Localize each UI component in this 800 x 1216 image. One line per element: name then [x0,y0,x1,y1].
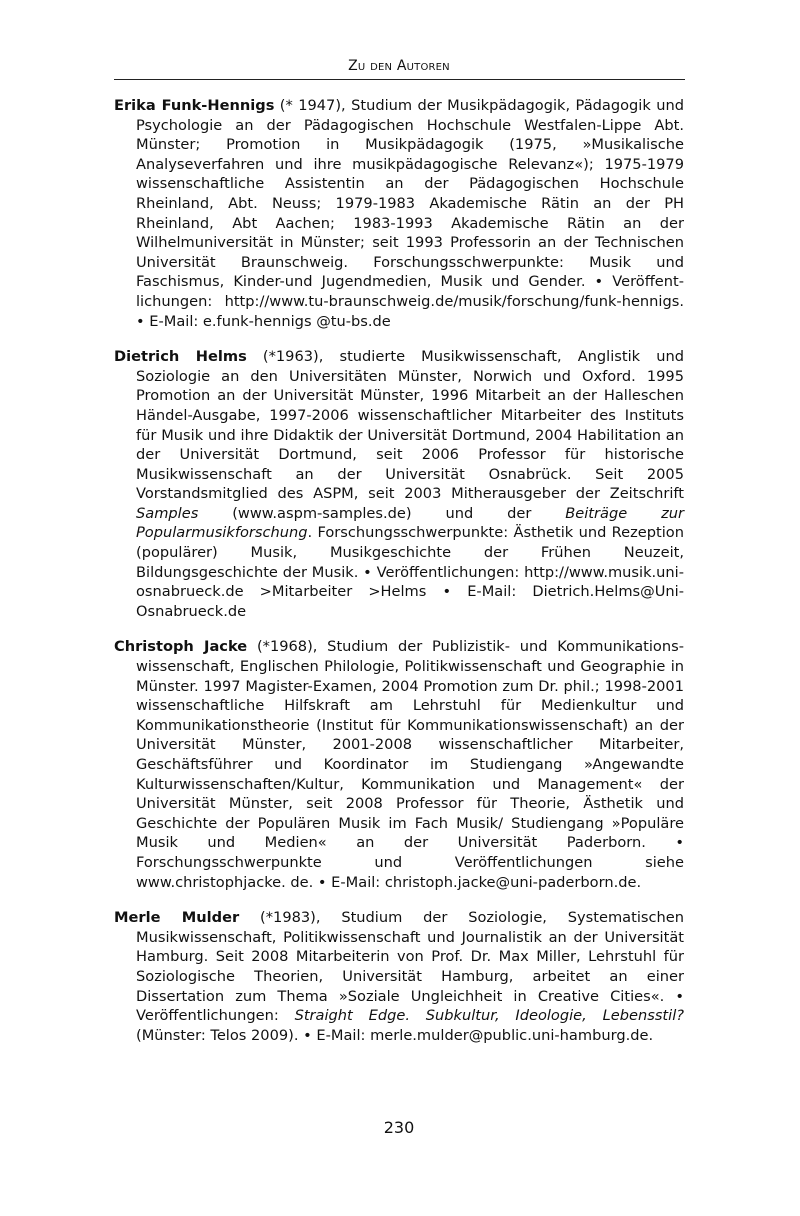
author-entry-funk-hennigs [114,96,684,331]
page-number: 230 [383,1118,415,1137]
author-bio: (*1983), Studium der Soziologie, Systematischen Musikwissenschaft, Politikwissenschaft und Journalistik an der Universität Hamburg. Seit 2008 Mitarbeiterin von Prof. Dr. Max Miller, Lehrstuhl für Soziologische Theorien, Universität Hamburg, arbeitet an einer Dissertation zum Thema »Soziale Ungleichheit in Creative Cities«. • Veröffentlichungen: [136,909,684,1025]
author-entry-jacke [114,637,684,892]
journal-title: Samples [136,504,199,522]
author-name: Erika Funk-Hennigs [114,97,275,114]
author-name: Merle Mulder [114,909,240,927]
author-bio: (Münster: Telos 2009). • E-Mail: merle.mulder@public.uni-hamburg.de. [136,1026,654,1044]
author-bio: (www.aspm-samples.de) und der [198,504,566,522]
running-head: Zu den Autoren [348,58,450,74]
journal-title: Beiträge zur Popularmusikforschung [136,504,684,542]
header-rule [114,79,685,80]
author-bio: (*1963), studierte Musikwissenschaft, Anglistik und Soziologie an den Universitäten Münster, Norwich und Oxford. 1995 Promotion an der Universität Münster, 1996 Mitarbeit an der Halleschen Händel-Ausgabe, 1997-2006 wissenschaftlicher Mitarbeiter des Instituts für Musik und ihre Didaktik der Universität Dortmund, 2004 Habilitation an der Universität Dortmund, seit 2006 Professor für historische Musikwissenschaft an der Universität Osnabrück. Seit 2005 Vorstandsmitglied des ASPM, seit 2003 Mitherausgeber der Zeitschrift [136,348,684,503]
author-entry-helms [114,347,684,621]
author-bio: (*1968), Studium der Publizistik- und Kommunikationswissenschaft, Englischen Philologie, Politikwissenschaft und Geographie in Münster. 1997 Magister-Examen, 2004 Promotion zum Dr. phil.; 1998-2001 wissenschaftliche Hilfskraft am Lehrstuhl für Medienkultur und Kommunikationstheorie (Institut für Kommunikationswissenschaft) an der Universität Münster, 2001-2008 wissenschaftlicher Mitarbeiter, Geschäftsführer und Koordinator im Studiengang »Angewandte Kulturwissenschaften/Kultur, Kommunikation und Management« der Universität Münster, seit 2008 Professor für Theorie, Ästhetik und Geschichte der Populären Musik im Fach Musik/ Studiengang »Populäre Musik und Medien« an der Universität Paderborn. • Forschungsschwerpunkte und Veröffentlichungen siehe www.christophjacke. de. • E-Mail: christoph.jacke@uni-paderborn.de. [136,638,684,891]
author-name: Christoph Jacke [114,638,248,656]
author-list [114,96,684,1061]
author-bio: . Forschungsschwerpunkte: Ästhetik und Rezeption (populärer) Musik, Musikgeschichte der Frühen Neuzeit, Bildungsgeschichte der Musik. • Veröffentlichungen: http://www.musik.uni-osnabrueck.de >Mitarbeiter >Helms • E-Mail: Dietrich.Helms@Uni-Osnabrueck.de [136,524,684,620]
author-bio: (* 1947), Studium der Musikpädagogik, Pädagogik und Psychologie an der Pädagogischen Hochschule Westfalen-Lippe Abt. Münster; Promotion in Musikpädagogik (1975, »Musikalische Analyseverfahren und ihre musikpädagogische Relevanz«); 1975-1979 wissenschaftliche Assistentin an der Pädagogischen Hochschule Rheinland, Abt. Neuss; 1979-1983 Akademische Rätin an der PH Rheinland, Abt Aachen; 1983-1993 Akademische Rätin an der Wilhelmuniversität in Münster; seit 1993 Professorin an der Technischen Universität Braunschweig. Forschungsschwerpunkte: Musik und Faschismus, Kinder-und Jugendmedien, Musik und Gender. • Veröffentlichungen: http://www.tu-braunschweig.de/musik/forschung/funk-hennigs. • E-Mail: e.funk-hennigs @tu-bs.de [136,97,684,330]
author-entry-mulder [114,908,684,1045]
author-name: Dietrich Helms [114,348,247,366]
book-title: Straight Edge. Subkultur, Ideologie, Lebensstil? [294,1007,684,1025]
